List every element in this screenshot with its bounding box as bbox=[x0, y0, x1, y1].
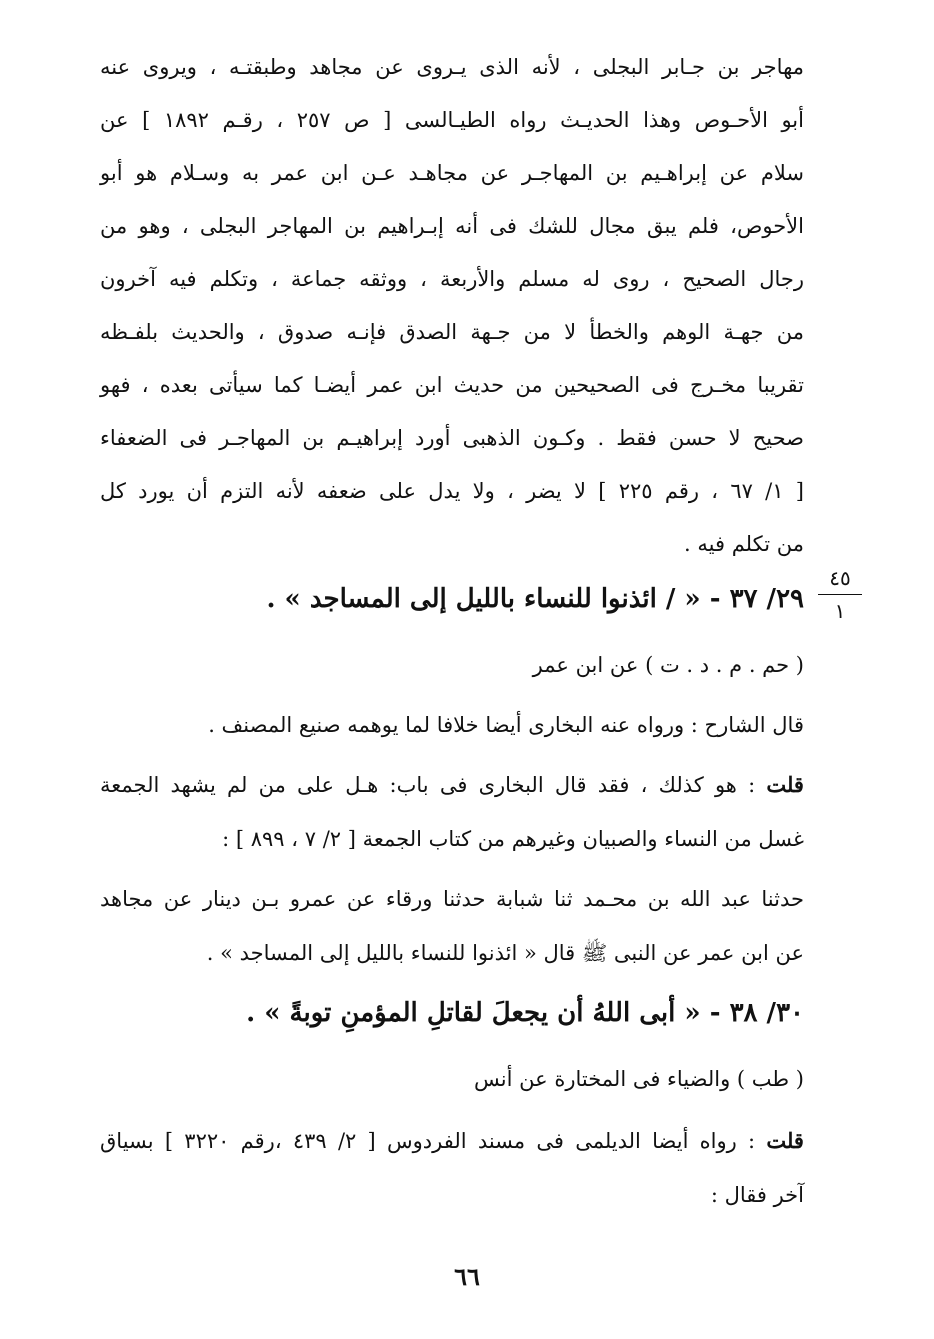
hadith-heading: ٣٠/ ٣٨ - « أبى اللهُ أن يجعلَ لقاتلِ المؤمنِ توبةً » . bbox=[246, 998, 804, 1028]
body-line: صحيح لا حسن فقط . وكـون الذهبى أورد إبراهيـم بن المهاجـر فى الضعفاء bbox=[100, 426, 804, 450]
margin-reference bbox=[818, 566, 862, 623]
qultu-line bbox=[100, 770, 804, 800]
hadith-heading: ٢٩/ ٣٧ - « / ائذنوا للنساء بالليل إلى المساجد » . bbox=[266, 584, 804, 614]
margin-ref-top: ٤٥ bbox=[829, 566, 851, 590]
body-line: من جهـة الوهم والخطأ لا من جـهة الصدق فإنـه صدوق ، والحديث بلفـظه bbox=[100, 320, 804, 344]
isnad-line: حدثنا عبد الله بن محـمد ثنا شبابة حدثنا ورقاء عن عمرو بـن دينار عن مجاهد bbox=[100, 887, 804, 911]
qultu-line: غسل من النساء والصبيان وغيرهم من كتاب الجمعة [ ٢/ ٧ ، ٨٩٩ ] : bbox=[222, 827, 804, 851]
qultu-text: : رواه أيضا الديلمى فى مسند الفردوس [ ٢/ ٤٣٩ ،رقم ٣٢٢٠ ] بسياق bbox=[100, 1129, 756, 1153]
page-number: ٦٦ bbox=[454, 1262, 480, 1291]
qultu-line bbox=[100, 1126, 804, 1156]
margin-ref-rule bbox=[818, 594, 862, 595]
isnad-line: عن ابن عمر عن النبى ﷺ قال « ائذنوا للنساء بالليل إلى المساجد » . bbox=[206, 941, 804, 965]
margin-ref-bottom: ١ bbox=[834, 599, 846, 623]
body-line: [ ١/ ٦٧ ، رقم ٢٢٥ ] لا يضر ، ولا يدل على ضعفه لأنه التزم أن يورد كل bbox=[100, 479, 804, 503]
sharih-comment: قال الشارح : ورواه عنه البخارى أيضا خلافا لما يوهمه صنيع المصنف . bbox=[208, 713, 804, 737]
hadith-source: ( حم . م . د . ت ) عن ابن عمر bbox=[532, 653, 804, 677]
qultu-line: آخر فقال : bbox=[710, 1183, 804, 1207]
qultu-label: قلت bbox=[766, 772, 804, 797]
qultu-label: قلت bbox=[766, 1128, 804, 1153]
body-line: من تكلم فيه . bbox=[684, 532, 804, 556]
qultu-text: : هو كذلك ، فقد قال البخارى فى باب: هـل على من لم يشهد الجمعة bbox=[100, 773, 756, 797]
body-line: مهاجر بن جـابر البجلى ، لأنه الذى يـروى عن مجاهد وطبقتـه ، ويروى عنه bbox=[100, 55, 804, 79]
body-line: تقريبا مخـرج فى الصحيحين من حديث ابن عمر أيضـا كما سيأتى بعده ، فهو bbox=[100, 373, 804, 397]
body-line: رجال الصحيح ، روى له مسلم والأربعة ، ووثقه جماعة ، وتكلم فيه آخرون bbox=[100, 267, 804, 291]
body-line: الأحوص، فلم يبق مجال للشك فى أنه إبـراهيم بن المهاجر البجلى ، وهو من bbox=[100, 214, 804, 238]
hadith-source: ( طب ) والضياء فى المختارة عن أنس bbox=[474, 1067, 804, 1091]
body-line: سلام عن إبراهـيم بن المهاجـر عن مجاهـد عـن ابن عمر به وسـلام هو أبو bbox=[100, 161, 804, 185]
body-line: أبو الأحـوص وهذا الحديـث رواه الطيـالسى [ ص ٢٥٧ ، رقـم ١٨٩٢ ] عن bbox=[100, 108, 804, 132]
